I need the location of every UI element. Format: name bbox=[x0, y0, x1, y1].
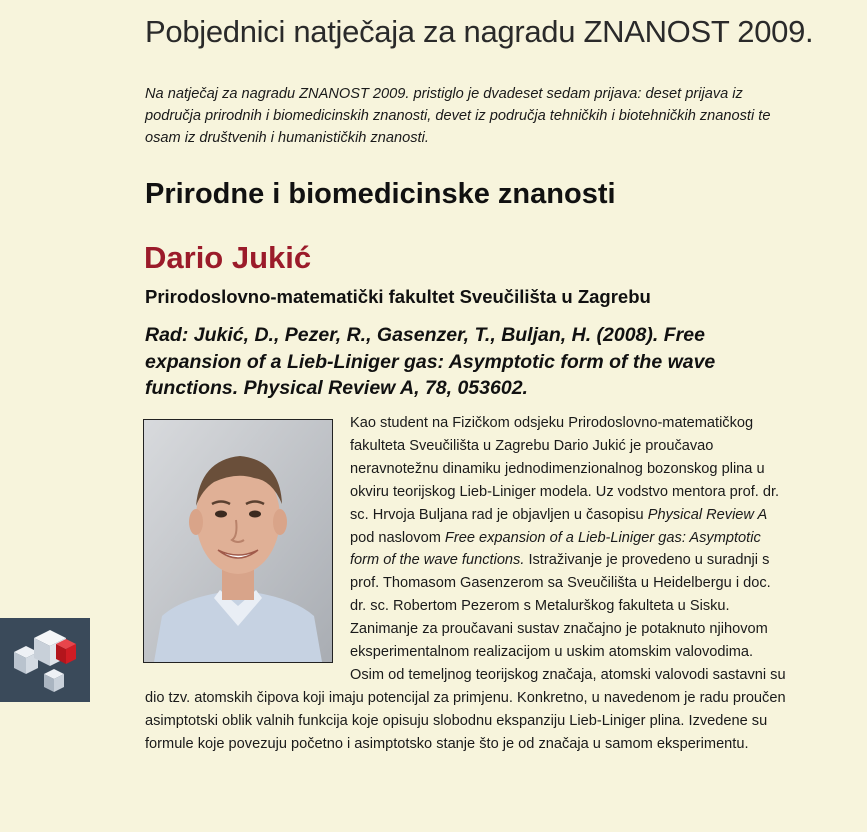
photo-spacer bbox=[145, 412, 350, 684]
winner-name: Dario Jukić bbox=[144, 240, 312, 275]
cubes-logo-icon bbox=[0, 618, 90, 702]
paper-reference: Rad: Jukić, D., Pezer, R., Gasenzer, T., Buljan, H. (2008). Free expansion of a Lieb-Liniger gas: Asymptotic form of the wave functions. Physical Review A, 78, 053602. bbox=[145, 324, 716, 399]
winner-institution: Prirodoslovno-matematički fakultet Sveučilišta u Zagrebu bbox=[145, 286, 651, 307]
journal-name: Physical Review A bbox=[647, 506, 768, 523]
section-heading: Prirodne i biomedicinske znanosti bbox=[145, 178, 616, 210]
body-text-part3: Istraživanje je provedeno u suradnji s prof. Thomasom Gasenzerom sa Sveučilišta u Heidelbergu i doc. dr. sc. Robertom Pezerom s Metalurškog fakulteta u Sisku. Zanimanje za proučavani sustav značajno je potaknuto njihovom eksperimentalnom realizacijom u uskim atomskim valovodima. Osim od temeljnog teorijskog značaja, atomski valovodi sastavni su dio tzv. atomskih čipova koji imaju potencijal za primjenu. Konkretno, u navedenom je radu proučen asimptotski oblik valnih funkcija koje opisuju slobodnu ekspanziju Lieb-Liniger plina. Izvedene su formule koje povezuju početno i asimptotsko stanje što je od značaja u samom eksperimentu. bbox=[145, 552, 786, 752]
paper-title: Free expansion of a Lieb-Liniger gas: Asymptotic form of the wave functions. bbox=[350, 529, 761, 569]
body-text-part2: pod naslovom bbox=[350, 529, 445, 546]
body-text bbox=[145, 412, 787, 756]
intro-paragraph: Na natječaj za nagradu ZNANOST 2009. pristiglo je dvadeset sedam prijava: deset prijava iz područja prirodnih i biomedicinskih znanosti, devet iz područja tehničkih i biotehničkih znanosti te osam iz društvenih i humanističkih znanosti. bbox=[145, 86, 771, 146]
cubes-logo-graphic bbox=[0, 618, 90, 702]
body-text-part1: Kao student na Fizičkom odsjeku Prirodoslovno-matematičkog fakulteta Sveučilišta u Zagrebu Dario Jukić je proučavao neravnotežnu dinamiku jednodimenzionalnog bozonskog plina u okviru teorijskog Lieb-Liniger modela. Uz vodstvo mentora prof. dr. sc. Hrvoja Buljana rad je objavljen u časopisu bbox=[350, 415, 780, 523]
page-title: Pobjednici natječaja za nagradu ZNANOST 2009. bbox=[145, 14, 814, 49]
